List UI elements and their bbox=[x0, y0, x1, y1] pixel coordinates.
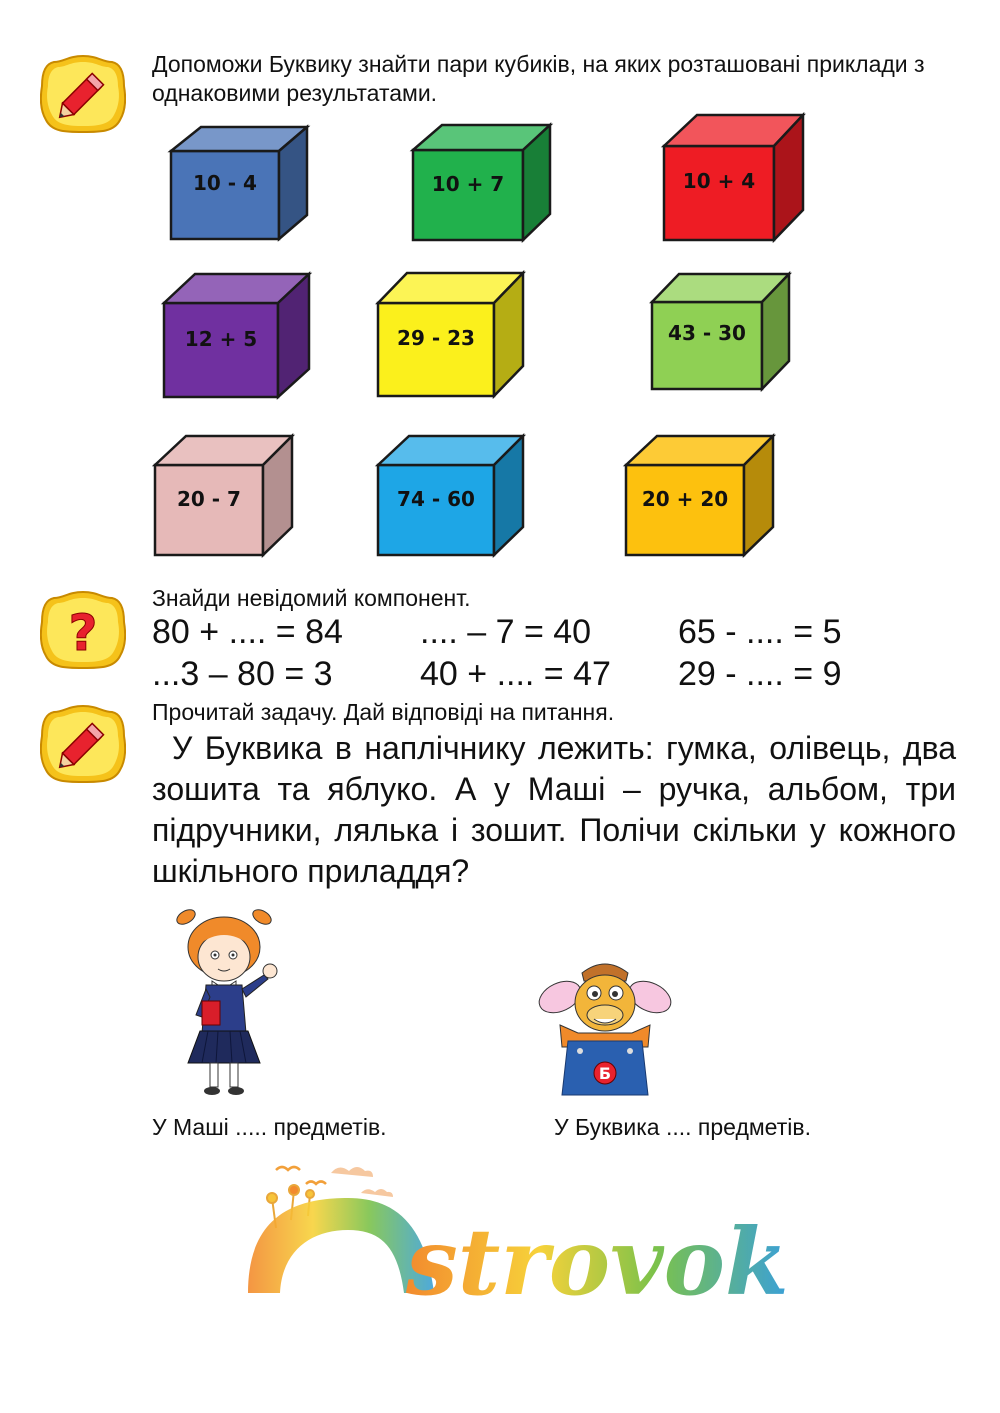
cube-label: 10 - 4 bbox=[193, 171, 257, 195]
cube-label: 20 - 7 bbox=[177, 487, 241, 511]
pencil-badge-2 bbox=[40, 704, 126, 784]
equation-2: .... – 7 = 40 bbox=[420, 613, 592, 651]
cube-label: 29 - 23 bbox=[397, 326, 475, 350]
question-badge bbox=[40, 590, 126, 670]
svg-text:Б: Б bbox=[598, 1064, 612, 1083]
bukvyk-illustration bbox=[530, 955, 680, 1097]
equation-6: 29 - .... = 9 bbox=[678, 655, 842, 693]
svg-text:?: ? bbox=[68, 604, 98, 662]
cube-label: 74 - 60 bbox=[397, 487, 475, 511]
cube-label: 12 + 5 bbox=[184, 327, 258, 351]
story-problem: У Буквика в наплічнику лежить: гумка, олівець, два зошита та яблуко. А у Маші – ручка, альбом, три підручники, лялька і зошит. Полічи скільки у кожного шкільного приладдя? bbox=[152, 730, 956, 889]
answer-masha: У Маші ..... предметів. bbox=[152, 1114, 387, 1140]
pencil-icon bbox=[40, 704, 126, 784]
cube-label: 20 + 20 bbox=[641, 487, 729, 511]
question-mark-icon bbox=[40, 590, 126, 670]
answer-bukvyk: У Буквика .... предметів. bbox=[554, 1114, 811, 1140]
equation-1: 80 + .... = 84 bbox=[152, 613, 343, 651]
masha-illustration bbox=[172, 905, 287, 1097]
equation-5: 40 + .... = 47 bbox=[420, 655, 611, 693]
cube-label: 10 + 7 bbox=[431, 172, 505, 196]
instruction-find-pairs: Допоможи Буквику знайти пари кубиків, на яких розташовані приклади з однаковими результатами. bbox=[152, 51, 925, 106]
cube-label: 10 + 4 bbox=[682, 169, 756, 193]
equation-4: ...3 – 80 = 3 bbox=[152, 655, 333, 693]
equation-3: 65 - .... = 5 bbox=[678, 613, 842, 651]
pencil-badge-1 bbox=[40, 54, 126, 134]
logo-wordmark: strovok bbox=[406, 1208, 789, 1308]
cube-label: 43 - 30 bbox=[668, 321, 746, 345]
ostrovok-logo bbox=[236, 1158, 836, 1308]
instruction-read-problem: Прочитай задачу. Дай відповіді на питання. bbox=[152, 699, 615, 725]
instruction-unknown-component: Знайди невідомий компонент. bbox=[152, 585, 471, 611]
pencil-icon bbox=[40, 54, 126, 134]
